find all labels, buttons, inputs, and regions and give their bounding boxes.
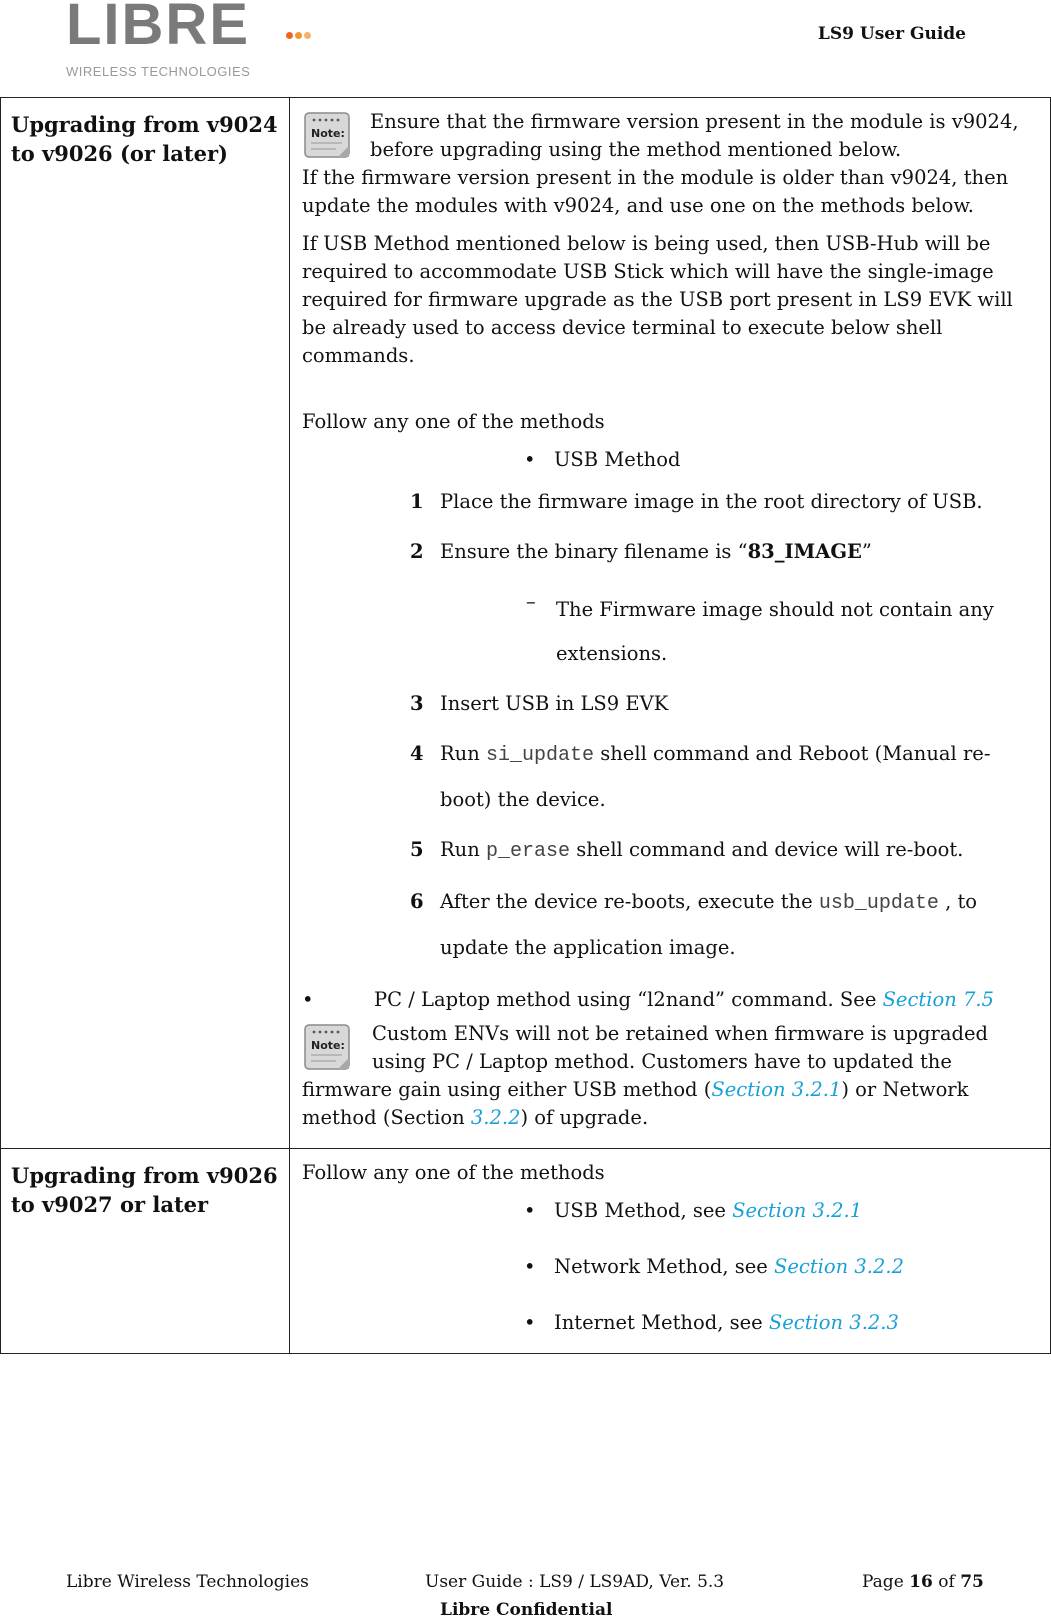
section-link[interactable]: Section 3.2.1 xyxy=(711,1078,842,1101)
step-item xyxy=(410,690,1040,726)
footer-guide: User Guide : LS9 / LS9AD, Ver. 5.3 xyxy=(425,1572,725,1592)
row-label: Upgrading from v9026 to v9027 or later xyxy=(1,1149,290,1354)
command-code: p_erase xyxy=(486,840,571,863)
sub-item xyxy=(526,588,1040,676)
table-row xyxy=(1,98,1051,1149)
row-content xyxy=(290,1149,1051,1354)
step-text: Place the firmware image in the root directory of USB. xyxy=(440,490,983,513)
note-icon xyxy=(302,1022,354,1074)
section-link[interactable]: Section 7.5 xyxy=(882,988,994,1011)
logo-dot xyxy=(295,32,302,39)
logo-dot xyxy=(286,32,293,39)
section-link[interactable]: Section 3.2.2 xyxy=(774,1255,905,1278)
bullet-icon: • xyxy=(524,448,536,471)
step-number: 1 xyxy=(410,490,424,513)
logo-dot xyxy=(304,32,311,39)
svg-text:Note:: Note: xyxy=(311,1039,345,1052)
step-number: 4 xyxy=(410,742,424,765)
step-item xyxy=(410,888,1040,970)
note-block xyxy=(302,1020,1040,1076)
step-item xyxy=(410,740,1040,822)
note-icon xyxy=(302,110,354,162)
command-code: si_update xyxy=(486,744,595,767)
bullet-icon: • xyxy=(524,1311,536,1334)
paragraph: If the firmware version present in the module is older than v9024, then update the modules with v9024, and use one on the methods below. xyxy=(302,166,1009,217)
section-link[interactable]: 3.2.2 xyxy=(470,1106,521,1129)
list-item-text: Internet Method, see Section 3.2.3 xyxy=(554,1311,899,1334)
list-item-text: Network Method, see Section 3.2.2 xyxy=(554,1255,905,1278)
step-text: Insert USB in LS9 EVK xyxy=(440,692,669,715)
list-item xyxy=(524,1253,1040,1281)
document-title: LS9 User Guide xyxy=(817,24,966,44)
page-number: Page 16 of 75 xyxy=(862,1572,984,1592)
table-row xyxy=(1,1149,1051,1354)
step-text: Run p_erase shell command and device will re-boot. xyxy=(440,838,964,863)
bullet-icon: • xyxy=(524,1199,536,1222)
footer-company: Libre Wireless Technologies xyxy=(66,1572,309,1592)
note-continuation: firmware gain using either USB method (Section 3.2.1) or Network method (Section 3.2.2) of upgrade. xyxy=(302,1078,969,1129)
filename: 83_IMAGE xyxy=(747,540,862,563)
footer-confidential: Libre Confidential xyxy=(440,1600,613,1620)
list-item-text: USB Method, see Section 3.2.1 xyxy=(554,1199,863,1222)
step-text: Ensure the binary filename is “83_IMAGE” xyxy=(440,540,872,563)
step-number: 6 xyxy=(410,890,424,913)
logo-dots xyxy=(286,24,313,43)
follow-text: Follow any one of the methods xyxy=(302,1161,605,1184)
list-item-text: USB Method xyxy=(554,448,681,471)
row-content xyxy=(290,98,1051,1149)
list-item xyxy=(524,1309,1040,1337)
note-block xyxy=(302,108,1040,164)
command-code: usb_update xyxy=(818,892,939,915)
step-number: 5 xyxy=(410,838,424,861)
upgrade-table xyxy=(0,97,1051,1354)
list-item xyxy=(302,986,1040,1014)
libre-logo xyxy=(66,0,316,79)
section-link[interactable]: Section 3.2.1 xyxy=(732,1199,863,1222)
list-item xyxy=(524,446,1040,474)
svg-text:Note:: Note: xyxy=(311,127,345,140)
step-number: 2 xyxy=(410,540,424,563)
dash-icon: – xyxy=(526,590,536,613)
step-item xyxy=(410,538,1040,574)
step-item xyxy=(410,488,1040,524)
step-text: Run si_update shell command and Reboot (Manual re-boot) the device. xyxy=(440,742,991,811)
logo-wordmark: LIBRE xyxy=(66,0,250,57)
step-item xyxy=(410,836,1040,874)
bullet-icon: • xyxy=(524,1255,536,1278)
row-label: Upgrading from v9024 to v9026 (or later) xyxy=(1,98,290,1149)
section-link[interactable]: Section 3.2.3 xyxy=(768,1311,899,1334)
step-text: After the device re-boots, execute the usb_update , to update the application image. xyxy=(440,890,978,959)
list-item-text: PC / Laptop method using “l2nand” command. See Section 7.5 xyxy=(374,988,994,1011)
paragraph: If USB Method mentioned below is being used, then USB-Hub will be required to accommodate USB Stick which will have the single-image required for firmware upgrade as the USB port present in LS9 EVK will be already used to access device terminal to execute below shell commands. xyxy=(302,232,1013,367)
note-text: Ensure that the firmware version present in the module is v9024, before upgrading using the method mentioned below. xyxy=(370,110,1019,161)
bullet-icon: • xyxy=(302,988,314,1011)
logo-subtext: WIRELESS TECHNOLOGIES xyxy=(66,64,251,79)
note-text: Custom ENVs will not be retained when firmware is upgraded using PC / Laptop method. Customers have to updated the xyxy=(372,1022,988,1073)
follow-text: Follow any one of the methods xyxy=(302,410,605,433)
step-number: 3 xyxy=(410,692,424,715)
list-item xyxy=(524,1197,1040,1225)
sub-item-text: The Firmware image should not contain any extensions. xyxy=(556,598,994,665)
